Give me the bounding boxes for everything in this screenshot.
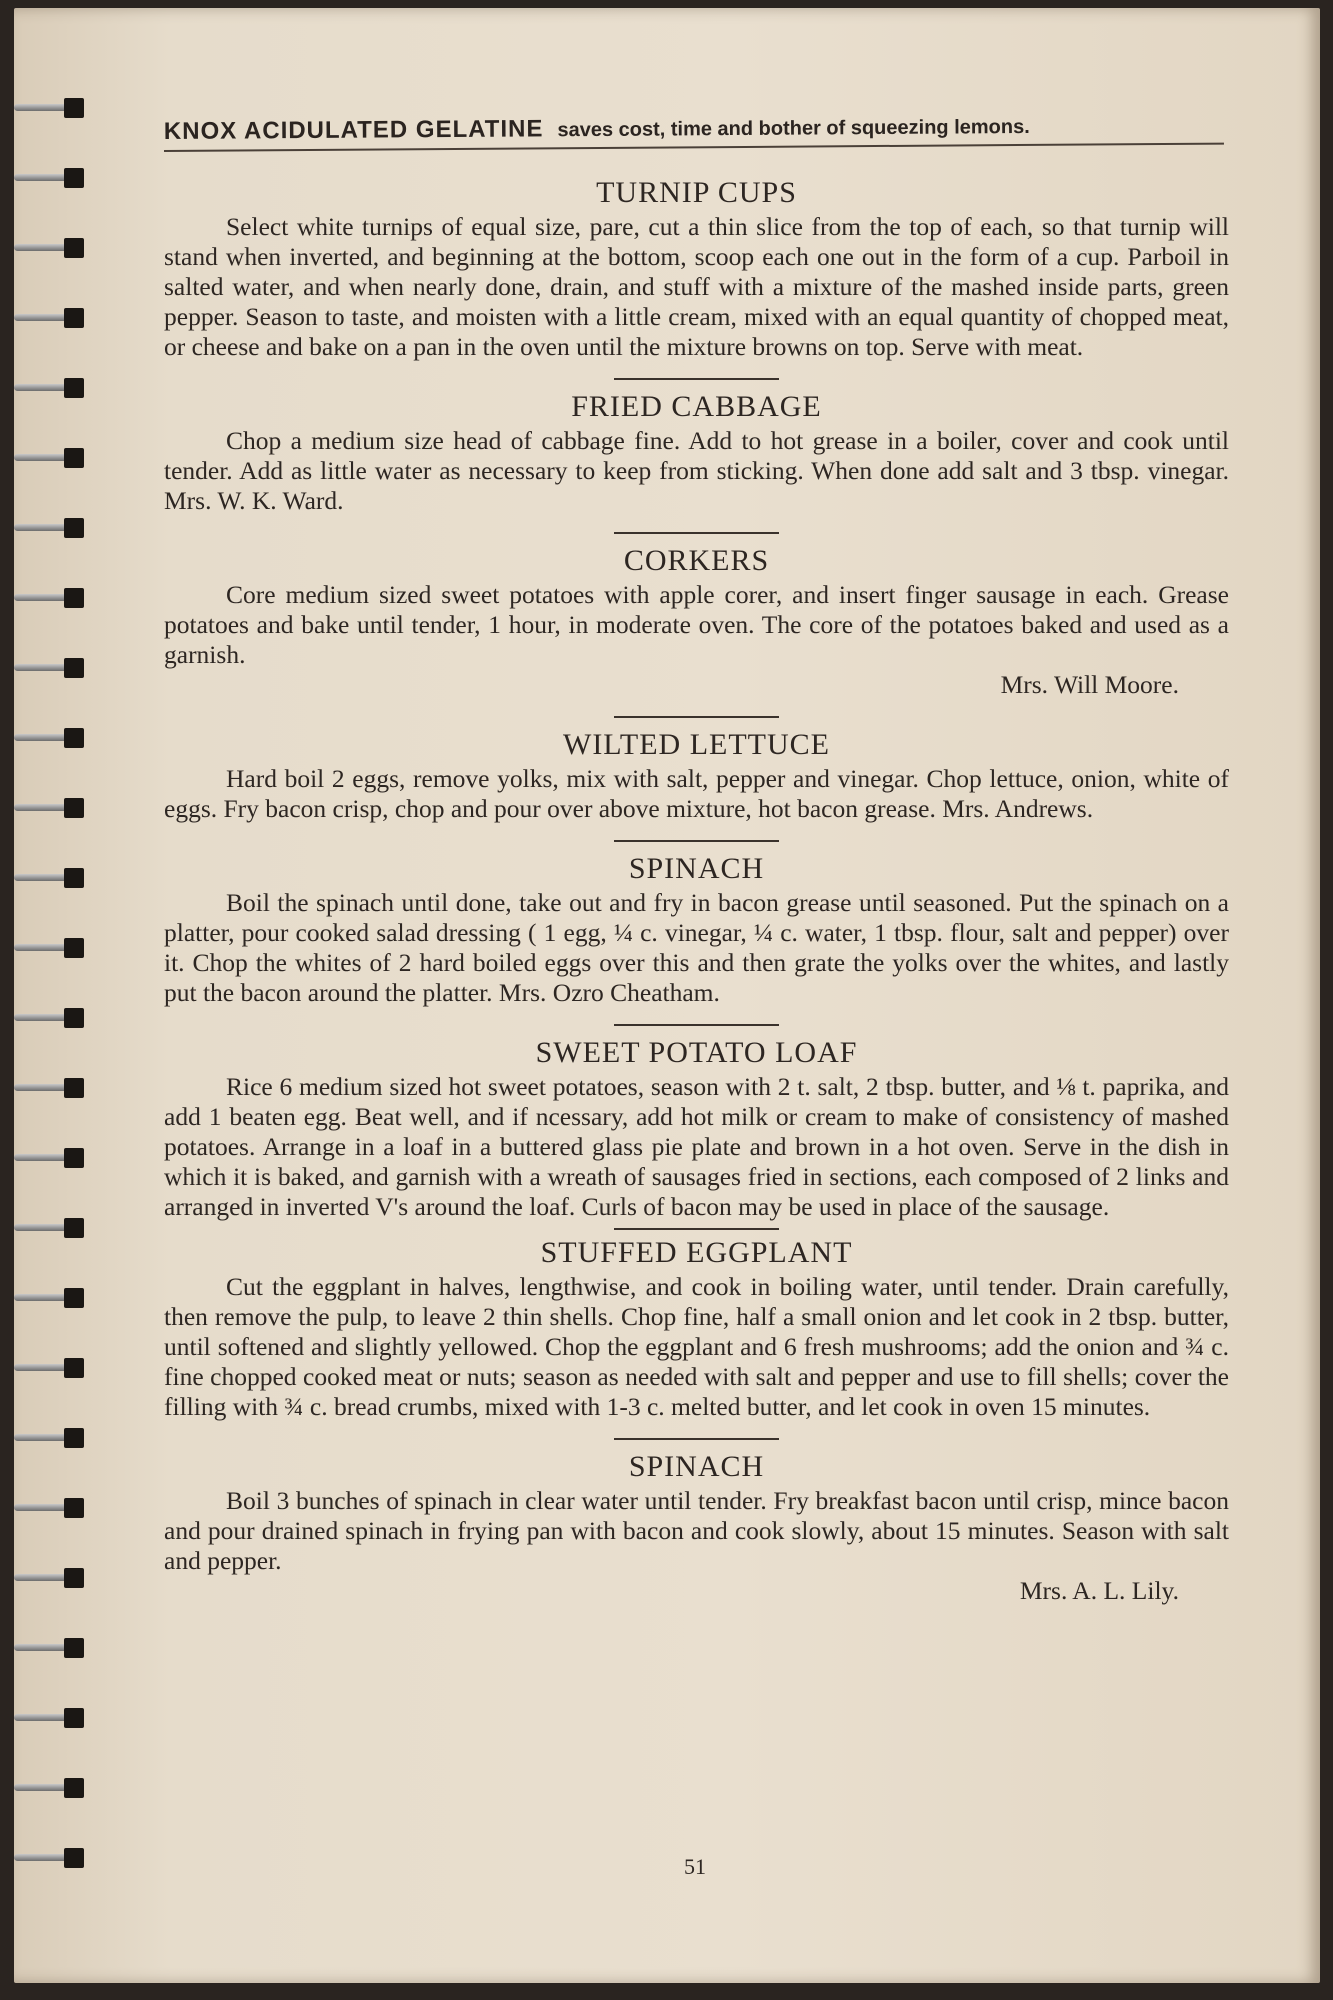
section-divider [614,1228,779,1230]
recipe-body: Boil 3 bunches of spinach in clear water until tender. Fry breakfast bacon until crisp, mince bacon and pour drained spinach in frying pan with bacon and cook slowly, about 15 minutes. Season with salt and pepper. [164,1486,1229,1575]
spiral-coil [14,1708,92,1728]
recipe-body: Rice 6 medium sized hot sweet potatoes, season with 2 t. salt, 2 tbsp. butter, and ⅛ t. paprika, and add 1 beaten egg. Beat well, and if ncessary, add hot milk or cream to make of consistency of mashed potatoes. Arrange in a loaf in a buttered glass pie plate and brown in a hot oven. Serve in the dish in which it is baked, and garnish with a wreath of sausages fried in sections, each composed of 2 links and arranged in inverted V's around the loaf. Curls of bacon may be used in place of the sausage. [164,1072,1229,1221]
recipe-body: Hard boil 2 eggs, remove yolks, mix with salt, pepper and vinegar. Chop lettuce, onion, white of eggs. Fry bacon crisp, chop and pour over above mixture, hot bacon grease. Mrs. Andrews. [164,764,1229,823]
header-slogan: saves cost, time and bother of squeezing lemons. [557,115,1030,142]
header-brand: KNOX ACIDULATED GELATINE [163,115,544,146]
section-divider [614,840,779,842]
spiral-coil [14,1638,92,1658]
recipe-title: SPINACH [628,1450,765,1483]
spiral-coil [14,1148,92,1168]
recipe-title: CORKERS [623,544,770,577]
recipe-wilted-lettuce [164,728,1229,824]
spiral-coil [14,1218,92,1238]
spiral-coil [14,238,92,258]
spiral-coil [14,448,92,468]
recipe-body: Select white turnips of equal size, pare, cut a thin slice from the top of each, so that turnip will stand when inverted, and beginning at the bottom, scoop each one out in the form of a cup. Parboil in salted water, and when nearly done, drain, and stuff with a mixture of the mashed inside parts, green pepper. Season to taste, and moisten with a little cream, mixed with an equal quantity of chopped meat, or cheese and bake on a pan in the oven until the mixture browns on top. Serve with meat. [164,212,1229,361]
section-divider [614,378,779,380]
recipe-title: SPINACH [628,852,765,885]
spiral-coil [14,98,92,118]
section-divider [614,1024,779,1026]
page-number: 51 [684,1854,706,1879]
recipe-body: Core medium sized sweet potatoes with apple corer, and insert finger sausage in each. Grease potatoes and bake until tender, 1 hour, in moderate oven. The core of the potatoes baked and used as a garnish. [164,580,1229,669]
spiral-coil [14,1008,92,1028]
spiral-coil [14,1428,92,1448]
recipe-title: STUFFED EGGPLANT [540,1236,853,1269]
spiral-coil [14,1498,92,1518]
spiral-coil [14,588,92,608]
spiral-coil [14,1848,92,1868]
page-header [164,111,1224,152]
spiral-coil [14,658,92,678]
spiral-coil [14,868,92,888]
recipe-fried-cabbage [164,390,1229,516]
recipe-title: SWEET POTATO LOAF [535,1036,858,1069]
spiral-coil [14,518,92,538]
spiral-coil [14,1778,92,1798]
recipe-title: FRIED CABBAGE [571,390,822,423]
recipe-title: TURNIP CUPS [596,176,797,209]
section-divider [614,1438,779,1440]
recipe-sweet-potato-loaf [164,1036,1229,1222]
spiral-coil [14,1568,92,1588]
book-page [14,8,1320,1983]
recipe-corkers [164,544,1229,700]
spiral-coil [14,168,92,188]
spiral-coil [14,308,92,328]
recipe-body: Boil the spinach until done, take out and fry in bacon grease until seasoned. Put the spinach on a platter, pour cooked salad dressing ( 1 egg, ¼ c. vinegar, ¼ c. water, 1 tbsp. flour, salt and pepper) over it. Chop the whites of 2 hard boiled eggs over this and then grate the yolks over the whites, and lastly put the bacon around the platter. Mrs. Ozro Cheatham. [164,888,1229,1007]
recipe-spinach-1 [164,852,1229,1008]
spiral-coil [14,1288,92,1308]
section-divider [614,532,779,534]
recipe-turnip-cups [164,176,1229,362]
section-divider [614,716,779,718]
spiral-coil [14,378,92,398]
recipe-author: Mrs. A. L. Lily. [1019,1576,1179,1605]
recipe-body: Cut the eggplant in halves, lengthwise, and cook in boiling water, until tender. Drain carefully, then remove the pulp, to leave 2 thin shells. Chop fine, half a small onion and let cook in 2 tbsp. butter, until softened and slightly yellowed. Chop the eggplant and 6 fresh mushrooms; add the onion and ¾ c. fine chopped cooked meat or nuts; season as needed with salt and pepper and use to fill shells; cover the filling with ¾ c. bread crumbs, mixed with 1-3 c. melted butter, and let cook in oven 15 minutes. [164,1272,1229,1421]
spiral-binding [14,98,94,1918]
recipe-list [164,176,1229,1606]
recipe-spinach-2 [164,1450,1229,1606]
recipe-title: WILTED LETTUCE [563,728,830,761]
spiral-coil [14,798,92,818]
spiral-coil [14,1078,92,1098]
spiral-coil [14,938,92,958]
recipe-author: Mrs. Will Moore. [1000,670,1179,699]
recipe-body: Chop a medium size head of cabbage fine. Add to hot grease in a boiler, cover and cook until tender. Add as little water as necessary to keep from sticking. When done add salt and 3 tbsp. vinegar. Mrs. W. K. Ward. [164,426,1229,515]
spiral-coil [14,728,92,748]
spiral-coil [14,1358,92,1378]
recipe-stuffed-eggplant [164,1236,1229,1422]
